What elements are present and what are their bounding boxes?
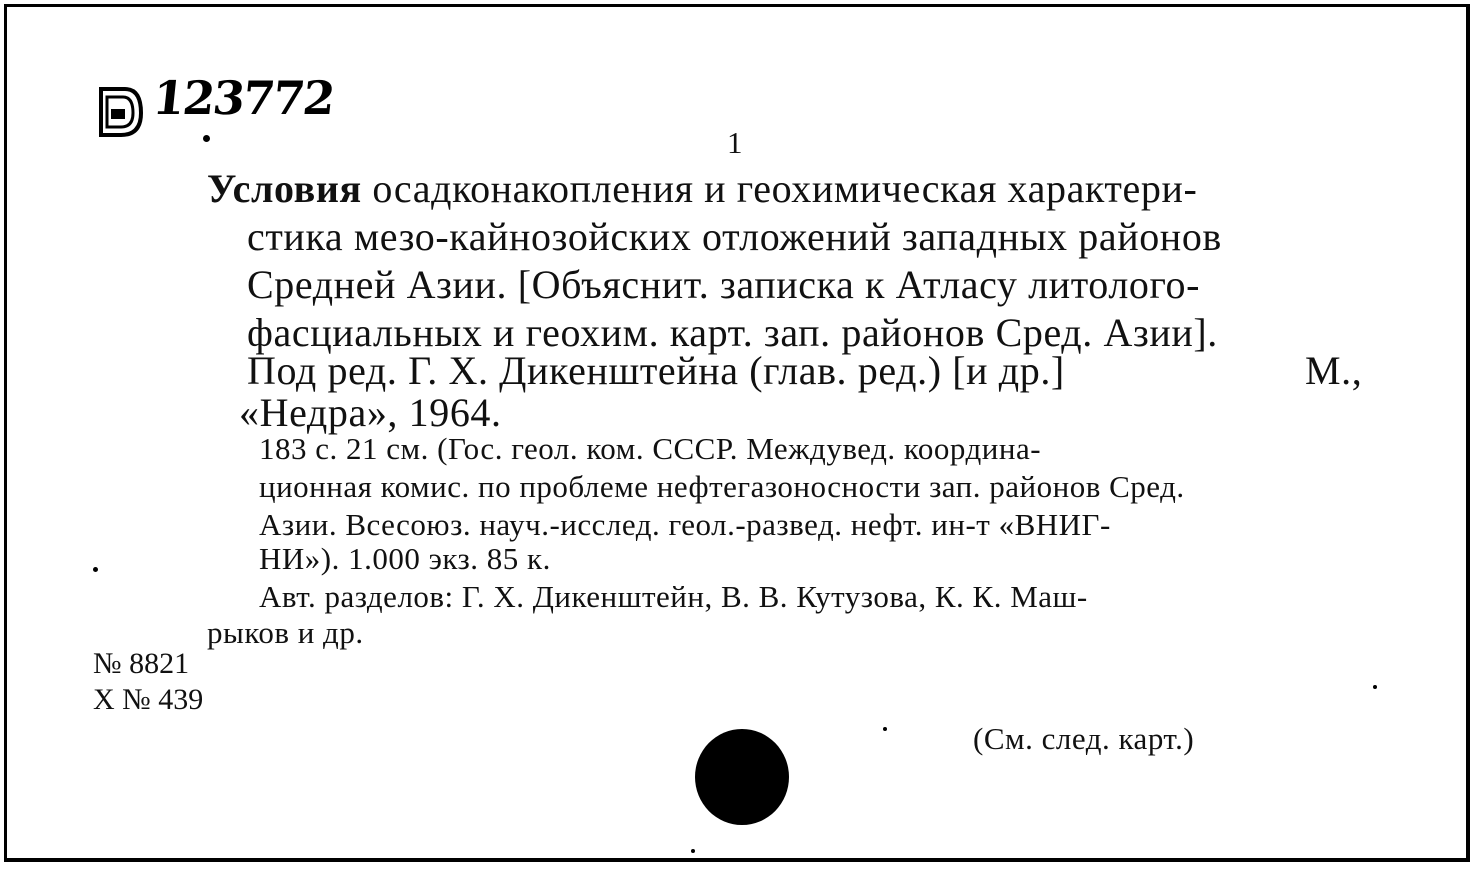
authors-line-1: Авт. разделов: Г. Х. Дикенштейн, В. В. Кутузова, К. К. Маш- bbox=[259, 579, 1088, 614]
title-line-3: Средней Азии. [Объяснит. записка к Атласу литолого- bbox=[247, 262, 1201, 307]
catalog-number-1: № 8821 bbox=[93, 647, 190, 680]
title-line-1: Условия осадконакопления и геохимическая характери- bbox=[207, 166, 1198, 211]
authors-line-2: рыков и др. bbox=[207, 615, 364, 650]
title-line-5: Под ред. Г. Х. Дикенштейна (глав. ред.) [и др.] bbox=[247, 348, 1065, 393]
ink-speck bbox=[93, 567, 98, 572]
ink-speck bbox=[691, 849, 695, 853]
continuation-note: (См. след. карт.) bbox=[973, 721, 1195, 756]
ink-speck bbox=[203, 135, 210, 142]
description-line-4: НИ»). 1.000 экз. 85 к. bbox=[259, 541, 551, 576]
ink-speck bbox=[883, 727, 887, 731]
accession-number: 123772 bbox=[150, 71, 336, 125]
ink-speck bbox=[1373, 685, 1377, 689]
description-line-1: 183 с. 21 см. (Гос. геол. ком. СССР. Междувед. координа- bbox=[259, 431, 1042, 466]
catalog-number-2: Х № 439 bbox=[93, 683, 204, 716]
publication-place: М., bbox=[1305, 348, 1363, 393]
description-line-2: ционная комис. по проблеме нефтегазоносности зап. районов Сред. bbox=[259, 469, 1185, 504]
library-stamp-icon bbox=[95, 83, 145, 139]
catalog-card bbox=[4, 4, 1470, 862]
title-line-6: «Недра», 1964. bbox=[239, 390, 502, 435]
card-number: 1 bbox=[727, 125, 743, 160]
title-line-2: стика мезо-кайнозойских отложений западных районов bbox=[247, 214, 1222, 259]
punch-hole bbox=[695, 729, 789, 825]
title-bold-word: Условия bbox=[207, 166, 362, 211]
description-line-3: Азии. Всесоюз. науч.-исслед. геол.-развед. нефт. ин-т «ВНИГ- bbox=[259, 507, 1111, 542]
title-line-4: фасциальных и геохим. карт. зап. районов Сред. Азии]. bbox=[247, 310, 1218, 355]
